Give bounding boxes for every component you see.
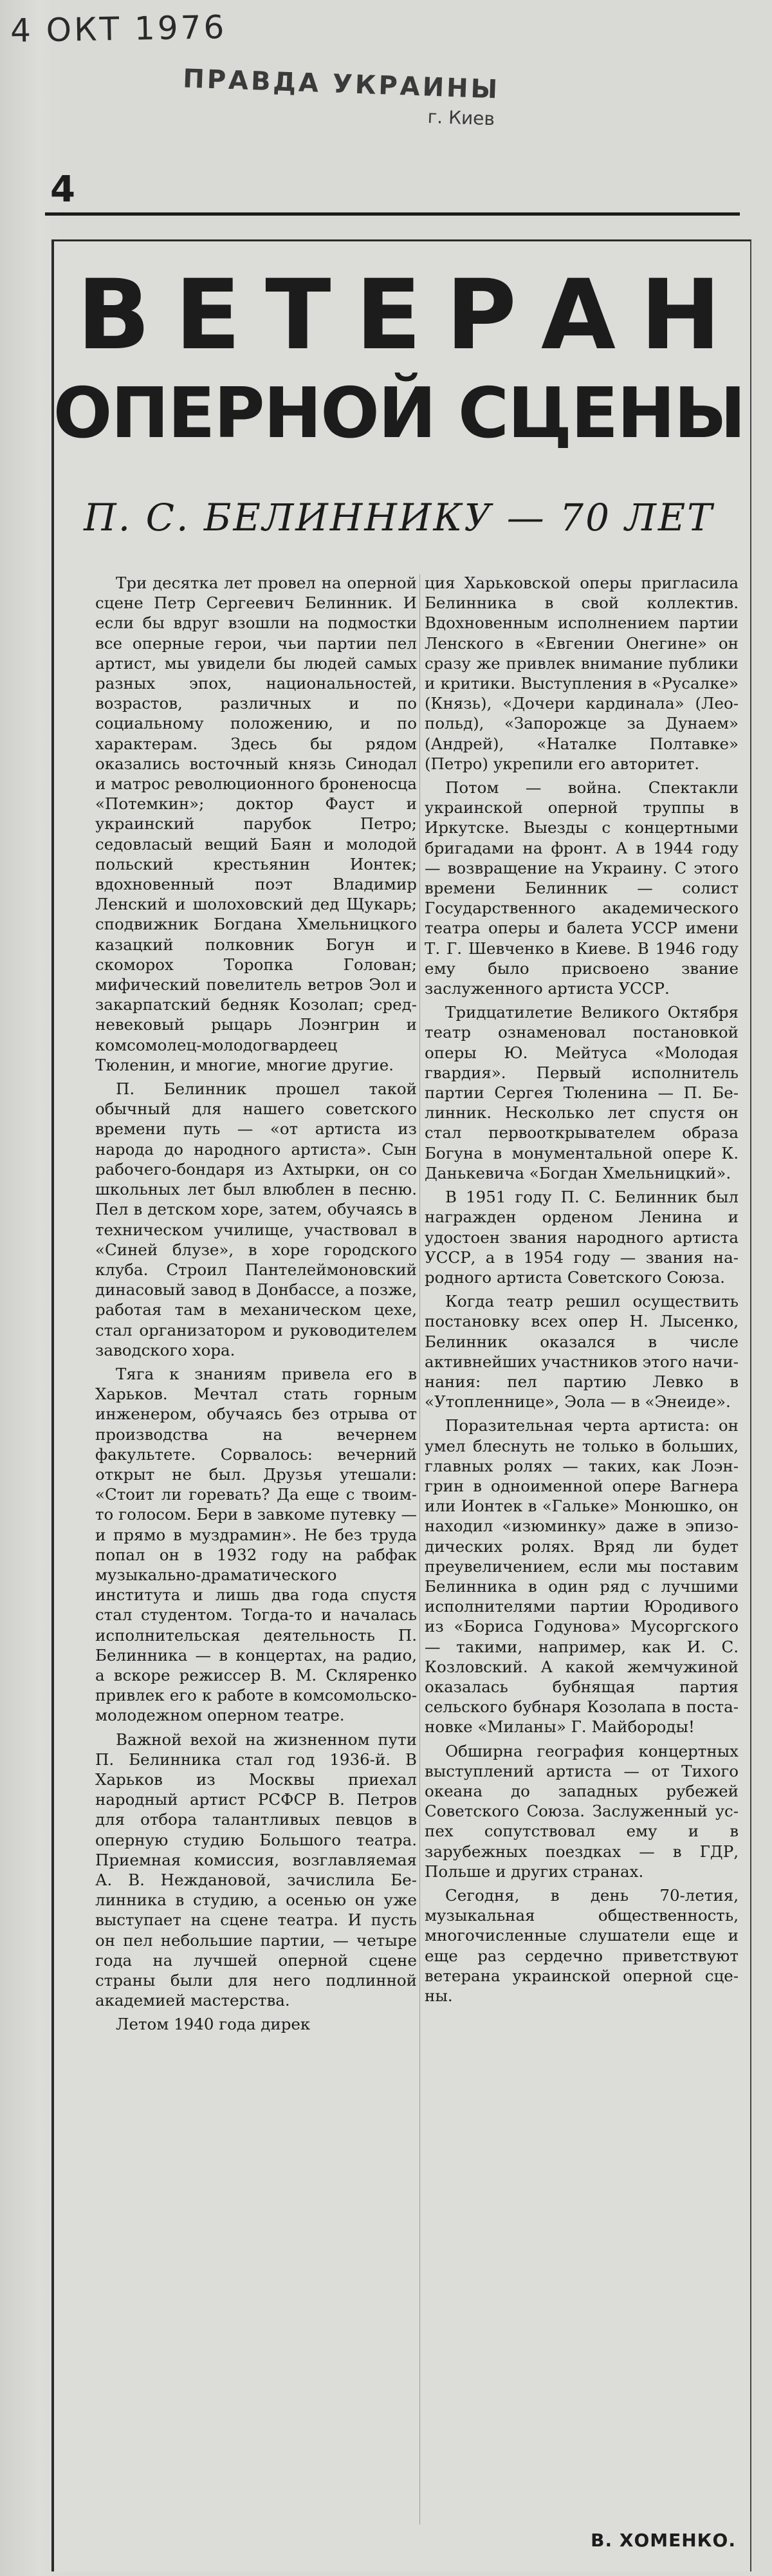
paragraph: Потом — война. Спектакли украинской оперной труппы в Иркутске. Выезды с концертными бригадами на фронт. А в 1944 году — возвращение на Украину. С этого времени Белинник — солист Государственного академического театра оперы и балета УССР имени Т. Г. Шевченко в Киеве. В 1946 году ему было присвоено звание заслуженного артиста УССР. (425, 778, 739, 998)
paragraph: Три десятка лет провел на оперной сцене Петр Сергеевич Белинник. И если бы вдруг взошли на подмостки все оперные герои, чьи партии пел артист, мы увидели бы людей самых разных эпох, национальностей, возрастов, различных и по социальному положению, и по характерам. Здесь бы рядом оказались восточный князь Синодал и матрос революционного броненосца «Потемкин»; доктор Фауст и украинский парубок Петро; седовласый вещий Баян и молодой польский крестьянин Ионтек; вдохновенный поэт Владимир Ленский и шолоховский дед Щукарь; сподвижник Богдана Хмельницкого казацкий полковник Богун и скоморох Торопка Голован; мифический повелитель ветров Эол и закарпатский бедняк Козолап; средневековый рыцарь Лоэнгрин и комсомолец-молодогвардеец Тюленин, и многие, многие другие. (95, 574, 417, 1074)
article-subtitle: П. С. БЕЛИННИКУ — 70 ЛЕТ (84, 496, 714, 539)
right-column (425, 573, 739, 2543)
newspaper-name: ПРАВДА УКРАИНЫ (182, 64, 501, 105)
headline-line-2: ОПЕРНОЙ СЦЕНЫ (53, 373, 745, 454)
paragraph: Тяга к знаниям привела его в Харьков. Мечтал стать горным инженером, обучаясь без отрыва от производства на вечернем факультете. Сорвалось: вечерний открыт не был. Друзья утешали: «Стоит ли горевать? Да еще с твоим-то голосом. Бери в завкоме путевку — и прямо в муздрамин». Не без труда попал он в 1932 году на рабфак музыкально-драматического института и лишь два года спустя стал студентом. Тогда-то и началась исполнительская деятельность П. Белинника — в концертах, на радио, а вскоре режиссер В. М. Скляренко привлек его к работе в комсомольско-молодежном оперном театре. (95, 1364, 417, 1725)
paragraph: Важной вехой на жизненном пути П. Белинника стал год 1936-й. В Харьков из Москвы приехал народный артист РСФСР В. Петров для отбора талантливых певцов в оперную студию Большого театра. Приемная комиссия, возглавляемая А. В. Неждановой, зачислила Белинника в студию, а осенью он уже выступает на сцене театра. И пусть он пел небольшие партии, — четыре года на лучшей оперной сцене страны были для него подлинной академией мастерства. (95, 1730, 417, 2010)
paragraph: Когда театр решил осуществить постановку всех опер Н. Лысенко, Белинник оказался в числе активнейших участников этого начинания: пел партию Левко в «Утопленнице», Эола — в «Энеиде». (425, 1292, 739, 1412)
paragraph: Летом 1940 года дирек (116, 2015, 311, 2034)
newspaper-stamp (160, 63, 522, 130)
column-divider (419, 574, 420, 2525)
page-rule (45, 212, 740, 216)
paragraph: Обширна география концертных выступлений артиста — от Тихого океана до западных рубежей Советского Союза. Заслуженный успех сопутствовал ему и в зарубежных поездках — в ГДР, Польше и других странах. (425, 1741, 739, 1881)
paragraph: Сегодня, в день 70-летия, музыкальная общественность, многочисленные слушатели еще и еще раз сердечно приветствуют ветерана украинской оперной сцены. (425, 1886, 739, 2006)
date-stamp: 4 ОКТ 1976 (10, 8, 227, 50)
page-number: 4 (50, 169, 75, 210)
paragraph: В 1951 году П. С. Белинник был награжден орденом Ленина и удостоен звания народного артиста УССР, а в 1954 году — звания народного артиста Советского Союза. (425, 1188, 739, 1287)
paragraph: Поразительная черта артиста: он умел блеснуть не только в больших, главных ролях — таких, как Лоэнгрин в одноименной опере Вагнера или Ионтек в «Гальке» Монюшко, он находил «изюминку» даже в эпизодических ролях. Вряд ли будет преувеличением, если мы поставим Белинника в один ряд с лучшими исполнителями партии Юродивого из «Бориса Годунова» Мусоргского — такими, например, как И. С. Козловский. А какой жемчужиной оказалась бубнящая партия сельского бубнаря Козолапа в постановке «Миланы» Г. Майбороды! (425, 1416, 739, 1737)
left-column (95, 573, 417, 2543)
newspaper-city: г. Киев (427, 106, 495, 130)
paragraph: Тридцатилетие Великого Октября театр ознаменовал постановкой оперы Ю. Мейтуса «Молодая гвардия». Первый исполнитель партии Сергея Тюленина — П. Белинник. Несколько лет спустя он стал первооткрывателем образа Богуна в монументальной опере К. Данькевича «Богдан Хмельницкий». (425, 1003, 739, 1182)
paragraph: П. Белинник прошел такой обычный для нашего советского времени путь — «от артиста из народа до народного артиста». Сын рабочего-бондаря из Ахтырки, он со школьных лет был влюблен в песню. Пел в детском хоре, затем, обучаясь в техническом училище, участвовал в «Синей блузе», в хоре городского клуба. Строил Пантелеймоновский динасовый завод в Донбассе, а позже, работая там в механическом цехе, стал организатором и руководителем заводского хора. (95, 1079, 417, 1359)
author-signature: В. ХОМЕНКО. (591, 2530, 736, 2551)
paragraph: ция Харьковской оперы пригласила Белинника в свой коллектив. Вдохновенным исполнением партии Ленского в «Евгении Онегине» он сразу же привлек внимание публики и критики. Выступления в «Русалке» (Князь), «Дочери кардинала» (Леопольд), «Запорожце за Дунаем» (Андрей), «Наталке Полтавке» (Петро) укрепили его авторитет. (425, 574, 739, 773)
headline-line-1: ВЕТЕРАН (77, 259, 746, 371)
